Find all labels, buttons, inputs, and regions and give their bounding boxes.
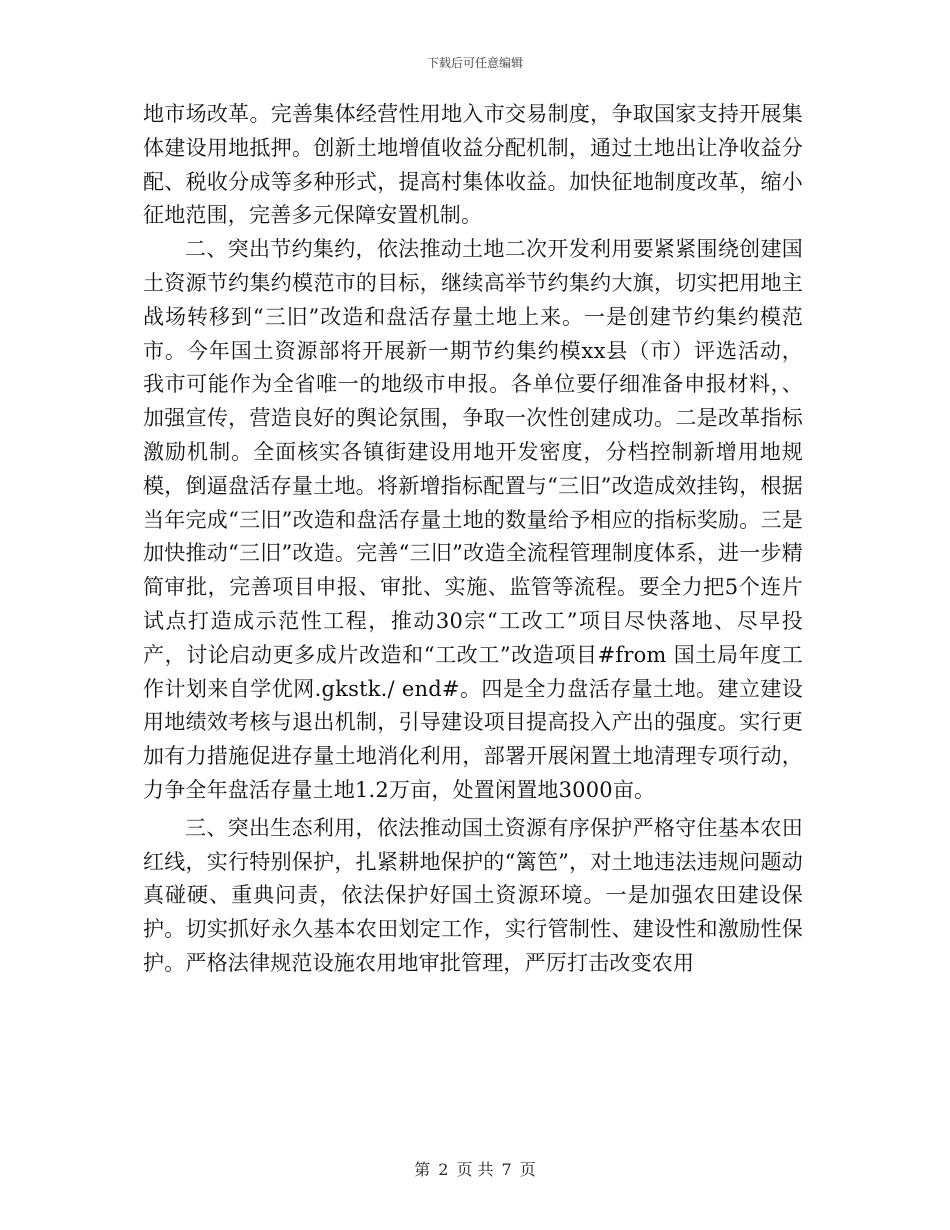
paragraph-3: 三、突出生态利用，依法推动国土资源有序保护严格守住基本农田红线，实行特别保护，扎紧耕地保护的“篱笆”，对土地违法违规问题动真碰硬、重典问责，依法保护好国土资源环境。一是加强农田建设保护。切实抓好永久基本农田划定工作，实行管制性、建设性和激励性保护。严格法律规范设施农用地审批管理，严厉打击改变农用 <box>143 815 803 975</box>
page-header-note: 下载后可任意编辑 <box>426 56 523 70</box>
footer-suffix: 页 <box>519 1160 536 1179</box>
footer-middle: 页 共 <box>456 1160 494 1179</box>
paragraph-1: 地市场改革。完善集体经营性用地入市交易制度，争取国家支持开展集体建设用地抵押。创新土地增值收益分配机制，通过土地出让净收益分配、税收分成等多种形式，提高村集体收益。加快征地制度改革，缩小征地范围，完善多元保障安置机制。 <box>143 102 803 228</box>
footer-total-pages: 7 <box>501 1160 512 1179</box>
document-body <box>143 98 803 981</box>
footer-prefix: 第 <box>414 1160 431 1179</box>
footer-page-number: 2 <box>438 1160 449 1179</box>
paragraph-2: 二、突出节约集约，依法推动土地二次开发利用要紧紧围绕创建国土资源节约集约模范市的目标，继续高举节约集约大旗，切实把用地主战场转移到“三旧”改造和盘活存量土地上来。一是创建节约集约模范市。今年国土资源部将开展新一期节约集约模xx县（市）评选活动，我市可能作为全省唯一的地级市申报。各单位要仔细准备申报材料，、加强宣传，营造良好的舆论氛围，争取一次性创建成功。二是改革指标激励机制。全面核实各镇街建设用地开发密度，分档控制新增用地规模，倒逼盘活存量土地。将新增指标配置与“三旧”改造成效挂钩，根据当年完成“三旧”改造和盘活存量土地的数量给予相应的指标奖励。三是加快推动“三旧”改造。完善“三旧”改造全流程管理制度体系，进一步精简审批，完善项目申报、审批、实施、监管等流程。要全力把5个连片试点打造成示范性工程，推动30宗“工改工”项目尽快落地、尽早投产，讨论启动更多成片改造和“工改工”改造项目#from 国土局年度工作计划来自学优网.gkstk./ end#。四是全力盘活存量土地。建立建设用地绩效考核与退出机制，引导建设项目提高投入产出的强度。实行更加有力措施促进存量土地消化利用，部署开展闲置土地清理专项行动，力争全年盘活存量土地1.2万亩，处置闲置地3000亩。 <box>143 237 803 802</box>
page-footer <box>0 1157 950 1180</box>
